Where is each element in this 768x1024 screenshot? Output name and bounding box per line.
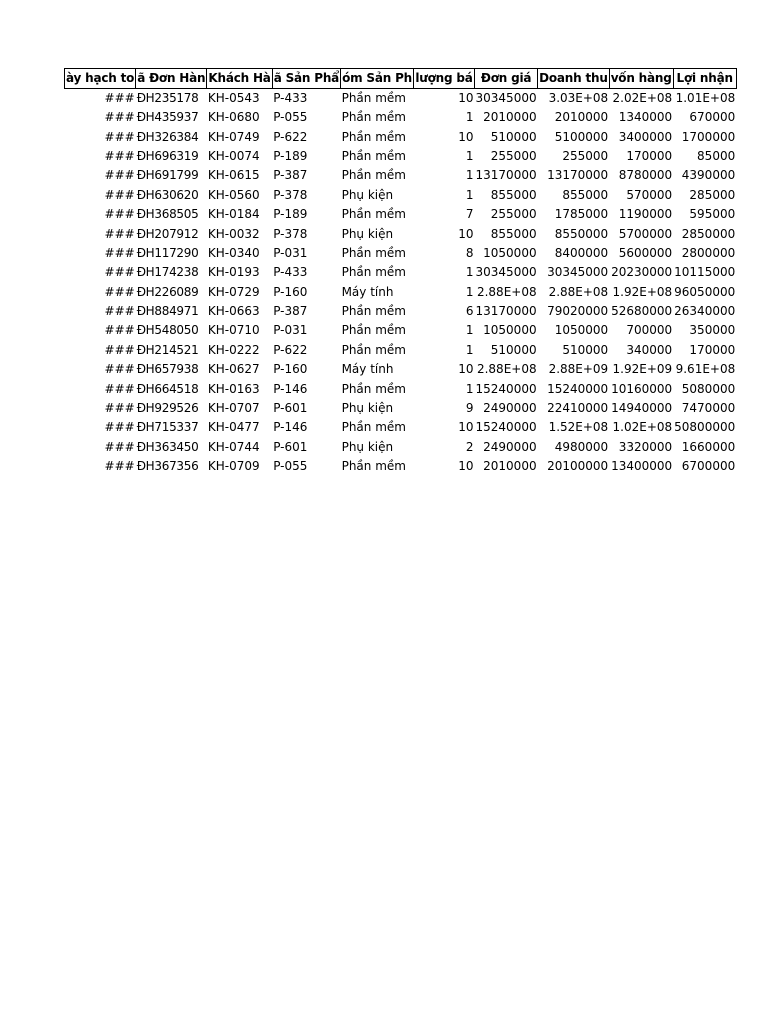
cell-col-order-id[interactable]: ĐH929526 [136,401,199,416]
cell-col-quantity[interactable]: 1 [465,148,474,163]
cell-col-unit-price[interactable]: 255000 [490,148,537,163]
header-row-group [65,69,737,89]
table-row [65,302,737,321]
cell-col-revenue[interactable]: 13170000 [547,168,609,183]
cell-col-revenue[interactable]: 255000 [562,148,609,163]
header-cell-col-profit[interactable] [673,69,736,89]
cell-col-revenue[interactable]: 20100000 [547,459,609,474]
cell-col-quantity[interactable]: 6 [465,304,474,319]
cell-col-product-id[interactable]: P-601 [273,401,308,416]
cell-col-profit[interactable]: 1.01E+08 [675,91,736,105]
cell-col-date[interactable]: ### [104,245,135,260]
cell-col-date[interactable]: ### [104,110,135,125]
cell-col-cost[interactable]: 10160000 [611,381,673,396]
cell-col-unit-price[interactable]: 15240000 [475,381,537,396]
cell-col-date[interactable]: ### [104,226,135,241]
cell-col-date[interactable]: ### [104,304,135,319]
cell-col-cost[interactable]: 3400000 [618,129,673,144]
header-cell-col-order-id[interactable] [136,69,207,89]
cell-col-unit-price[interactable]: 2.88E+08 [476,362,537,377]
cell-col-cost[interactable]: 340000 [626,342,673,357]
cell-col-profit[interactable]: 170000 [689,342,736,357]
header-label: vốn hàng [610,71,672,85]
table-row [65,341,737,360]
cell-col-customer-id[interactable]: KH-0560 [207,187,260,202]
header-cell-col-cost[interactable] [609,69,673,89]
cell-col-order-id[interactable]: ĐH548050 [136,323,199,338]
cell-col-date[interactable]: ### [104,265,135,280]
cell-col-customer-id[interactable]: KH-0184 [207,207,260,222]
cell-col-profit[interactable]: 350000 [689,323,736,338]
cell-col-unit-price[interactable]: 30345000 [475,91,537,105]
cell-col-quantity[interactable]: 10 [458,420,474,435]
cell-col-cost[interactable]: 20230000 [611,265,673,280]
cell-col-cost[interactable]: 1190000 [618,207,673,222]
table-row [65,89,737,109]
cell-col-order-id[interactable]: ĐH117290 [136,245,199,260]
cell-col-profit[interactable]: 4390000 [681,168,736,183]
cell-col-revenue[interactable]: 4980000 [554,439,609,454]
cell-col-profit[interactable]: 595000 [689,207,736,222]
cell-col-order-id[interactable]: ĐH368505 [136,207,199,222]
cell-col-quantity[interactable]: 1 [465,168,474,183]
table-row [65,321,737,340]
cell-col-product-id[interactable]: P-189 [273,207,308,222]
cell-col-order-id[interactable]: ĐH174238 [136,265,199,280]
cell-col-cost[interactable]: 8780000 [618,168,673,183]
table-row [65,360,737,379]
cell-col-unit-price[interactable]: 2010000 [483,110,537,125]
cell-col-product-group[interactable]: Phần mềm [341,91,406,105]
table-row [65,399,737,418]
cell-col-revenue[interactable]: 8400000 [554,245,609,260]
cell-col-customer-id[interactable]: KH-0709 [207,459,260,474]
cell-col-product-id[interactable]: P-146 [273,420,308,435]
cell-col-customer-id[interactable]: KH-0340 [207,245,260,260]
cell-col-unit-price[interactable]: 2010000 [483,459,537,474]
cell-col-profit[interactable]: 10115000 [674,265,736,280]
cell-col-revenue[interactable]: 1050000 [554,323,609,338]
cell-col-order-id[interactable]: ĐH326384 [136,129,199,144]
cell-col-revenue[interactable]: 2010000 [554,110,609,125]
header-label: ã Đơn Hàn [137,71,206,85]
table-row [65,205,737,224]
cell-col-date[interactable]: ### [104,439,135,454]
cell-col-cost[interactable]: 14940000 [611,401,673,416]
cell-col-revenue[interactable]: 3.03E+08 [548,91,609,105]
table-row [65,127,737,146]
cell-col-cost[interactable]: 1340000 [618,110,673,125]
cell-col-quantity[interactable]: 10 [458,91,474,105]
header-label: Đơn giá [480,71,532,85]
cell-col-quantity[interactable]: 1 [465,110,474,125]
cell-col-revenue[interactable]: 5100000 [554,129,609,144]
cell-col-unit-price[interactable]: 15240000 [475,420,537,435]
cell-col-date[interactable]: ### [104,342,135,357]
cell-col-unit-price[interactable]: 255000 [490,207,537,222]
cell-col-unit-price[interactable]: 855000 [490,187,537,202]
cell-col-product-group[interactable]: Máy tính [341,284,394,299]
cell-col-unit-price[interactable]: 855000 [490,226,537,241]
cell-col-unit-price[interactable]: 2.88E+08 [476,284,537,299]
cell-col-order-id[interactable]: ĐH435937 [136,110,199,125]
cell-col-date[interactable]: ### [104,207,135,222]
cell-col-customer-id[interactable]: KH-0615 [207,168,260,183]
cell-col-quantity[interactable]: 1 [465,187,474,202]
cell-col-product-id[interactable]: P-055 [273,110,308,125]
header-label: óm Sản Ph [342,71,413,85]
cell-col-product-group[interactable]: Phần mềm [341,265,406,280]
cell-col-product-id[interactable]: P-160 [273,362,308,377]
cell-col-profit[interactable]: 2850000 [681,226,736,241]
cell-col-customer-id[interactable]: KH-0032 [207,226,260,241]
cell-col-product-id[interactable]: P-601 [273,439,308,454]
cell-col-revenue[interactable]: 855000 [562,187,609,202]
cell-col-date[interactable]: ### [104,459,135,474]
cell-col-product-group[interactable]: Phần mềm [341,148,406,163]
cell-col-quantity[interactable]: 1 [465,381,474,396]
cell-col-date[interactable]: ### [104,168,135,183]
cell-col-profit[interactable]: 7470000 [681,401,736,416]
cell-col-revenue[interactable]: 2.88E+08 [548,284,609,299]
cell-col-order-id[interactable]: ĐH657938 [136,362,199,377]
cell-col-cost[interactable]: 2.02E+08 [612,91,673,105]
cell-col-cost[interactable]: 170000 [626,148,673,163]
cell-col-profit[interactable]: 96050000 [674,284,736,299]
header-label: ày hạch to [66,71,135,85]
cell-col-product-group[interactable]: Phụ kiện [341,439,394,454]
cell-col-unit-price[interactable]: 1050000 [483,323,537,338]
cell-col-customer-id[interactable]: KH-0749 [207,129,260,144]
cell-col-profit[interactable]: 50800000 [674,420,736,435]
header-label: Lợi nhận [676,71,733,85]
cell-col-customer-id[interactable]: KH-0074 [207,148,260,163]
cell-col-product-id[interactable]: P-387 [273,304,308,319]
cell-col-customer-id[interactable]: KH-0222 [207,342,260,357]
cell-col-order-id[interactable]: ĐH664518 [136,381,199,396]
cell-col-product-id[interactable]: P-055 [273,459,308,474]
cell-col-product-group[interactable]: Phần mềm [341,459,406,474]
cell-col-order-id[interactable]: ĐH235178 [136,91,199,105]
cell-col-product-group[interactable]: Phần mềm [341,381,406,396]
cell-col-customer-id[interactable]: KH-0193 [207,265,260,280]
cell-col-quantity[interactable]: 2 [465,439,474,454]
cell-col-revenue[interactable]: 510000 [562,342,609,357]
cell-col-customer-id[interactable]: KH-0744 [207,439,260,454]
cell-col-product-id[interactable]: P-031 [273,323,308,338]
cell-col-revenue[interactable]: 22410000 [547,401,609,416]
cell-col-customer-id[interactable]: KH-0627 [207,362,260,377]
header-cell-col-quantity[interactable] [414,69,475,89]
cell-col-revenue[interactable]: 1.52E+08 [548,420,609,435]
cell-col-product-group[interactable]: Phụ kiện [341,401,394,416]
header-cell-col-product-group[interactable] [341,69,414,89]
header-cell-col-unit-price[interactable] [475,69,538,89]
cell-col-profit[interactable]: 9.61E+08 [675,362,736,377]
header-cell-col-date[interactable] [65,69,136,89]
header-cell-col-product-id[interactable] [272,69,340,89]
cell-col-quantity[interactable]: 1 [465,265,474,280]
cell-col-profit[interactable]: 1660000 [681,439,736,454]
cell-col-unit-price[interactable]: 13170000 [475,168,537,183]
cell-col-profit[interactable]: 5080000 [681,381,736,396]
cell-col-customer-id[interactable]: KH-0707 [207,401,260,416]
cell-col-cost[interactable]: 1.02E+08 [612,420,673,435]
cell-col-cost[interactable]: 52680000 [611,304,673,319]
cell-col-quantity[interactable]: 9 [465,401,474,416]
header-cell-col-customer-id[interactable] [207,69,272,89]
cell-col-product-id[interactable]: P-378 [273,187,308,202]
cell-col-date[interactable]: ### [104,420,135,435]
cell-col-order-id[interactable]: ĐH367356 [136,459,199,474]
header-label: lượng bá [415,71,473,85]
cell-col-quantity[interactable]: 10 [458,362,474,377]
cell-col-quantity[interactable]: 1 [465,323,474,338]
cell-col-customer-id[interactable]: KH-0680 [207,110,260,125]
cell-col-product-id[interactable]: P-622 [273,342,308,357]
cell-col-product-id[interactable]: P-433 [273,91,308,105]
cell-col-quantity[interactable]: 8 [465,245,474,260]
cell-col-product-id[interactable]: P-378 [273,226,308,241]
cell-col-product-group[interactable]: Máy tính [341,362,394,377]
cell-col-product-group[interactable]: Phần mềm [341,342,406,357]
cell-col-order-id[interactable]: ĐH630620 [136,187,199,202]
header-row [65,69,737,89]
cell-col-product-group[interactable]: Phần mềm [341,168,406,183]
header-label: ã Sản Phẩ [273,71,340,85]
cell-col-date[interactable]: ### [104,323,135,338]
cell-col-product-id[interactable]: P-622 [273,129,308,144]
cell-col-profit[interactable]: 670000 [689,110,736,125]
table-row [65,418,737,437]
table-row [65,244,737,263]
cell-col-quantity[interactable]: 10 [458,226,474,241]
cell-col-product-group[interactable]: Phần mềm [341,245,406,260]
cell-col-date[interactable]: ### [104,284,135,299]
cell-col-unit-price[interactable]: 510000 [490,342,537,357]
cell-col-date[interactable]: ### [104,362,135,377]
table-body [65,89,737,477]
cell-col-customer-id[interactable]: KH-0710 [207,323,260,338]
cell-col-order-id[interactable]: ĐH715337 [136,420,199,435]
cell-col-order-id[interactable]: ĐH696319 [136,148,199,163]
cell-col-profit[interactable]: 6700000 [681,459,736,474]
cell-col-revenue[interactable]: 15240000 [547,381,609,396]
spreadsheet-table [64,68,737,476]
cell-col-order-id[interactable]: ĐH214521 [136,342,199,357]
cell-col-product-group[interactable]: Phụ kiện [341,226,394,241]
cell-col-product-id[interactable]: P-031 [273,245,308,260]
cell-col-order-id[interactable]: ĐH884971 [136,304,199,319]
cell-col-customer-id[interactable]: KH-0729 [207,284,260,299]
cell-col-unit-price[interactable]: 1050000 [483,245,537,260]
cell-col-product-group[interactable]: Phần mềm [341,304,406,319]
cell-col-customer-id[interactable]: KH-0663 [207,304,260,319]
cell-col-cost[interactable]: 1.92E+08 [612,284,673,299]
cell-col-quantity[interactable]: 1 [465,284,474,299]
table-row [65,457,737,476]
cell-col-product-id[interactable]: P-387 [273,168,308,183]
cell-col-profit[interactable]: 85000 [697,148,736,163]
cell-col-date[interactable]: ### [104,91,135,105]
cell-col-revenue[interactable]: 79020000 [547,304,609,319]
cell-col-product-group[interactable]: Phần mềm [341,207,406,222]
table-row [65,108,737,127]
table-row [65,283,737,302]
cell-col-unit-price[interactable]: 2490000 [483,401,537,416]
cell-col-profit[interactable]: 26340000 [674,304,736,319]
cell-col-cost[interactable]: 570000 [626,187,673,202]
cell-col-product-id[interactable]: P-189 [273,148,308,163]
cell-col-date[interactable]: ### [104,381,135,396]
cell-col-cost[interactable]: 5600000 [618,245,673,260]
cell-col-product-group[interactable]: Phần mềm [341,129,406,144]
cell-col-product-group[interactable]: Phụ kiện [341,187,394,202]
cell-col-unit-price[interactable]: 510000 [490,129,537,144]
cell-col-product-id[interactable]: P-146 [273,381,308,396]
cell-col-order-id[interactable]: ĐH226089 [136,284,199,299]
header-label: Khách Hà [208,71,271,85]
cell-col-date[interactable]: ### [104,187,135,202]
cell-col-customer-id[interactable]: KH-0163 [207,381,260,396]
table-row [65,186,737,205]
cell-col-order-id[interactable]: ĐH207912 [136,226,199,241]
cell-col-unit-price[interactable]: 30345000 [475,265,537,280]
cell-col-profit[interactable]: 285000 [689,187,736,202]
cell-col-date[interactable]: ### [104,129,135,144]
cell-col-revenue[interactable]: 2.88E+09 [548,362,609,377]
header-cell-col-revenue[interactable] [538,69,610,89]
cell-col-product-group[interactable]: Phần mềm [341,420,406,435]
cell-col-product-group[interactable]: Phần mềm [341,323,406,338]
cell-col-quantity[interactable]: 1 [465,342,474,357]
cell-col-revenue[interactable]: 1785000 [554,207,609,222]
table-row [65,379,737,398]
cell-col-unit-price[interactable]: 13170000 [475,304,537,319]
table-row [65,263,737,282]
cell-col-order-id[interactable]: ĐH691799 [136,168,199,183]
cell-col-profit[interactable]: 1700000 [681,129,736,144]
table-row [65,438,737,457]
cell-col-date[interactable]: ### [104,148,135,163]
header-label: Doanh thu [539,71,608,85]
cell-col-quantity[interactable]: 7 [465,207,474,222]
cell-col-product-id[interactable]: P-433 [273,265,308,280]
cell-col-quantity[interactable]: 10 [458,459,474,474]
cell-col-revenue[interactable]: 8550000 [554,226,609,241]
cell-col-revenue[interactable]: 30345000 [547,265,609,280]
table-row [65,147,737,166]
table-row [65,224,737,243]
cell-col-order-id[interactable]: ĐH363450 [136,439,199,454]
cell-col-customer-id[interactable]: KH-0543 [207,91,260,105]
cell-col-profit[interactable]: 2800000 [681,245,736,260]
cell-col-unit-price[interactable]: 2490000 [483,439,537,454]
cell-col-cost[interactable]: 700000 [626,323,673,338]
cell-col-cost[interactable]: 1.92E+09 [612,362,673,377]
table-row [65,166,737,185]
cell-col-cost[interactable]: 13400000 [611,459,673,474]
cell-col-product-group[interactable]: Phần mềm [341,110,406,125]
cell-col-cost[interactable]: 3320000 [618,439,673,454]
cell-col-cost[interactable]: 5700000 [618,226,673,241]
cell-col-quantity[interactable]: 10 [458,129,474,144]
cell-col-customer-id[interactable]: KH-0477 [207,420,260,435]
cell-col-product-id[interactable]: P-160 [273,284,308,299]
cell-col-date[interactable]: ### [104,401,135,416]
